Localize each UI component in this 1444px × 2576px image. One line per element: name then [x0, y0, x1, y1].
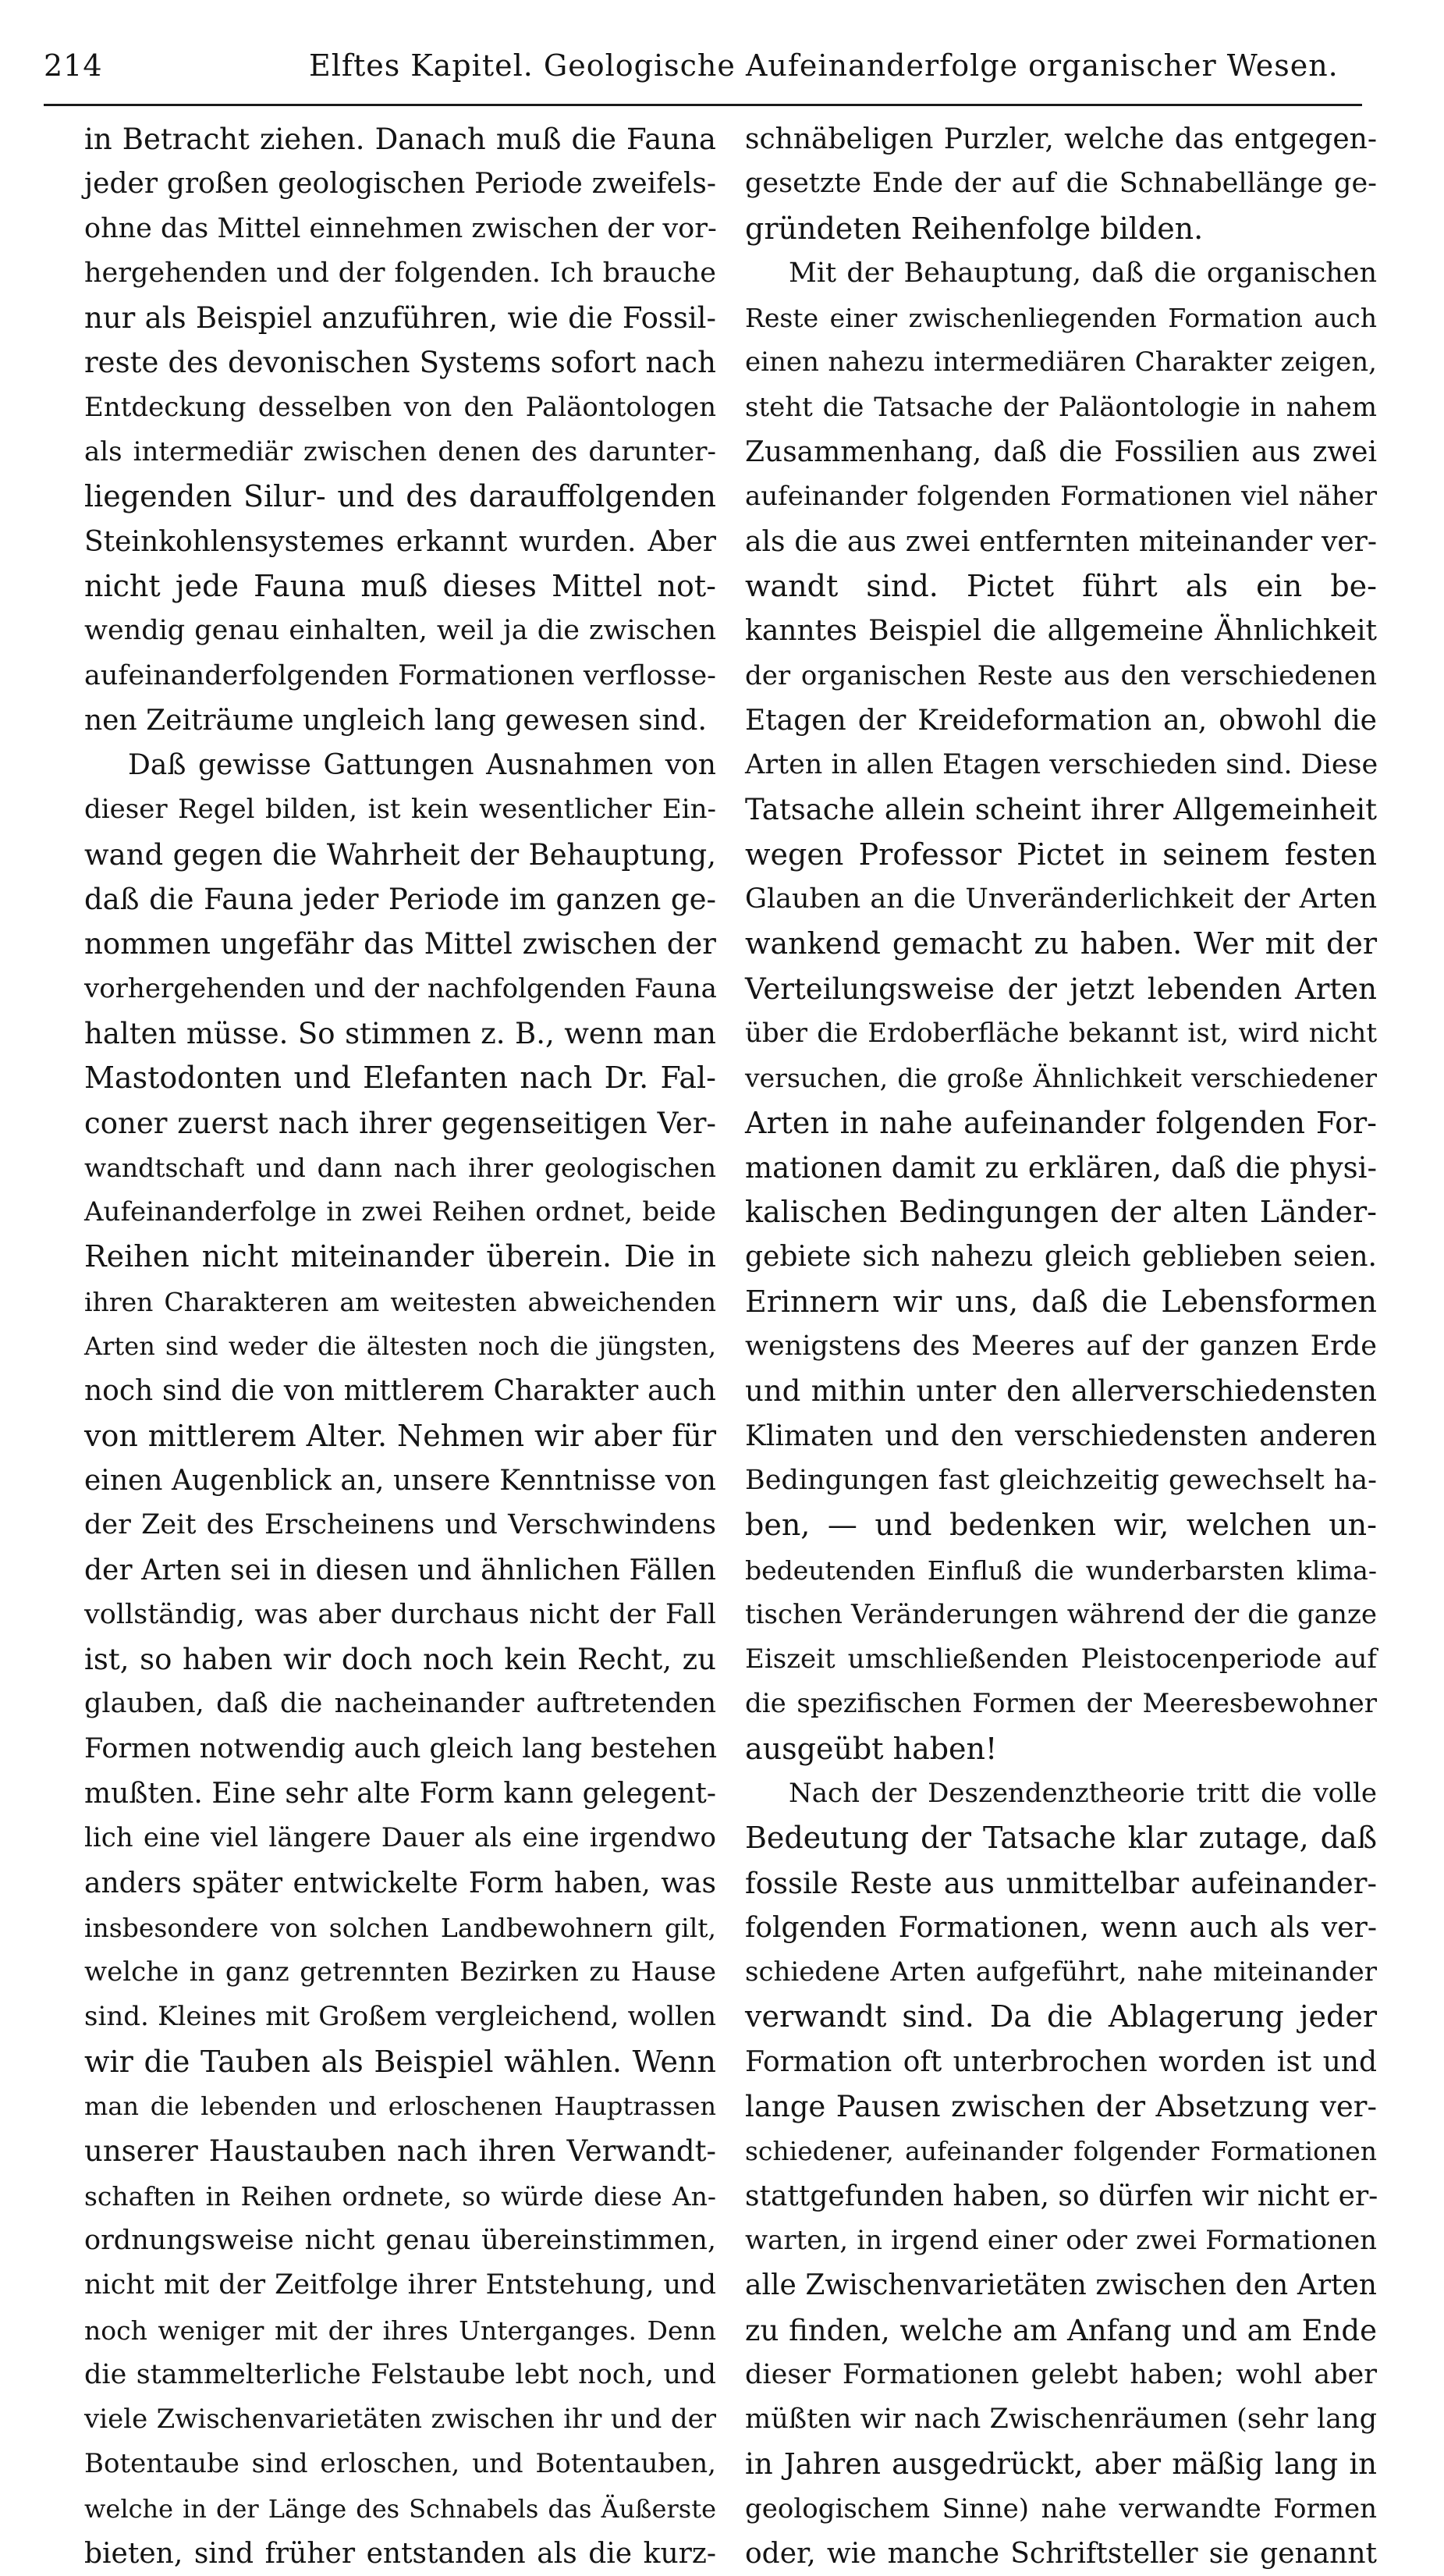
- text-line: nen Zeiträume ungleich lang gewesen sind.: [84, 704, 707, 737]
- text-line: insbesondere von solchen Landbewohnern gilt,: [84, 1912, 716, 1943]
- left-column: [84, 117, 716, 2576]
- text-line: und mithin unter den allerverschiedensten: [745, 1374, 1377, 1409]
- text-line: man die lebenden und erloschenen Hauptrassen: [84, 2091, 716, 2122]
- text-line: Botentaube sind erloschen, und Botentauben,: [84, 2448, 716, 2480]
- text-line: schiedene Arten aufgeführt, nahe miteinander: [745, 1956, 1377, 1988]
- text-line: glauben, daß die nacheinander auftretenden: [84, 1688, 716, 1720]
- text-line: steht die Tatsache der Paläontologie in nahem: [745, 391, 1377, 423]
- text-line: ausgeübt haben!: [745, 1731, 998, 1766]
- text-line: die spezifischen Formen der Meeresbewohner: [745, 1688, 1377, 1720]
- text-line: Formen notwendig auch gleich lang bestehen: [84, 1732, 717, 1764]
- text-line: Bedeutung der Tatsache klar zutage, daß: [745, 1821, 1377, 1856]
- text-line: wand gegen die Wahrheit der Behauptung,: [84, 837, 716, 872]
- text-line: Arten sind weder die ältesten noch die jüngsten,: [84, 1331, 716, 1362]
- text-line: Tatsache allein scheint ihrer Allgemeinheit: [745, 793, 1377, 827]
- text-line: aufeinander folgenden Formationen viel näher: [745, 481, 1377, 513]
- running-head: Elftes Kapitel. Geologische Aufeinanderfolge organischer Wesen.: [309, 48, 1339, 83]
- text-line: Aufeinanderfolge in zwei Reihen ordnet, beide: [84, 1196, 716, 1228]
- text-line: ist, so haben wir doch noch kein Recht, zu: [84, 1643, 716, 1677]
- text-line: Bedingungen fast gleichzeitig gewechselt ha-: [745, 1464, 1377, 1496]
- text-line: noch weniger mit der ihres Unterganges. Denn: [84, 2315, 716, 2346]
- text-line: halten müsse. So stimmen z. B., wenn man: [84, 1016, 716, 1050]
- text-line: noch sind die von mittlerem Charakter auch: [84, 1375, 716, 1408]
- text-line: als intermediär zwischen denen des darunter-: [84, 436, 716, 468]
- text-line: mußten. Eine sehr alte Form kann gelegent-: [84, 1777, 716, 1810]
- text-line: wankend gemacht zu haben. Wer mit der: [745, 926, 1377, 961]
- text-line: viele Zwischenvarietäten zwischen ihr und der: [84, 2404, 716, 2436]
- text-line: Reste einer zwischenliegenden Formation auch: [745, 303, 1377, 334]
- text-line: wir die Tauben als Beispiel wählen. Wenn: [84, 2044, 716, 2079]
- text-line: nicht jede Fauna muß dieses Mittel not-: [84, 568, 716, 603]
- text-line: mationen damit zu erklären, daß die physi-: [745, 1150, 1377, 1185]
- column-gutter: [727, 117, 728, 2169]
- text-line: von mittlerem Alter. Nehmen wir aber für: [84, 1418, 716, 1453]
- text-line: Eiszeit umschließenden Pleistocenperiode auf: [745, 1643, 1377, 1675]
- text-line: in Jahren ausgedrückt, aber mäßig lang in: [745, 2447, 1377, 2482]
- text-line: als die aus zwei entfernten miteinander ver-: [745, 525, 1377, 558]
- text-line: wendig genau einhalten, weil ja die zwischen: [84, 615, 716, 647]
- text-line: in Betracht ziehen. Danach muß die Fauna: [84, 123, 716, 156]
- text-line: wandt sind. Pictet führt als ein be-: [745, 568, 1377, 603]
- text-line: Glauben an die Unveränderlichkeit der Arten: [745, 883, 1377, 915]
- text-line: geologischem Sinne) nahe verwandte Formen: [745, 2493, 1377, 2524]
- header-rule: [44, 104, 1362, 106]
- text-line: lange Pausen zwischen der Absetzung ver-: [745, 2090, 1377, 2124]
- text-line: gründeten Reihenfolge bilden.: [745, 211, 1204, 246]
- text-line: dieser Formationen gelebt haben; wohl aber: [745, 2358, 1377, 2390]
- text-line: einen nahezu intermediären Charakter zeigen,: [745, 346, 1377, 378]
- page-number: 214: [44, 48, 103, 83]
- text-line: der organischen Reste aus den verschiedenen: [745, 659, 1377, 691]
- text-line: kanntes Beispiel die allgemeine Ähnlichkeit: [745, 615, 1377, 648]
- text-line: Zusammenhang, daß die Fossilien aus zwei: [745, 436, 1377, 469]
- text-line: Steinkohlensystemes erkannt wurden. Aber: [84, 525, 716, 558]
- text-line: Daß gewisse Gattungen Ausnahmen von: [128, 749, 716, 782]
- text-line: versuchen, die große Ähnlichkeit verschiedener: [745, 1063, 1377, 1094]
- text-line: über die Erdoberfläche bekannt ist, wird nicht: [745, 1017, 1377, 1049]
- text-line: liegenden Silur- und des darauffolgenden: [84, 479, 716, 514]
- text-line: ben, — und bedenken wir, welchen un-: [745, 1508, 1377, 1543]
- text-line: Etagen der Kreideformation an, obwohl die: [745, 704, 1377, 737]
- text-line: warten, in irgend einer oder zwei Formationen: [745, 2224, 1377, 2256]
- text-line: einen Augenblick an, unsere Kenntnisse von: [84, 1464, 716, 1497]
- text-line: Reihen nicht miteinander überein. Die in: [84, 1239, 716, 1274]
- text-line: bieten, sind früher entstanden als die kurz-: [84, 2538, 716, 2571]
- text-line: wenigstens des Meeres auf der ganzen Erde: [745, 1331, 1377, 1363]
- text-line: lich eine viel längere Dauer als eine irgendwo: [84, 1822, 716, 1854]
- text-line: welche in ganz getrennten Bezirken zu Hause: [84, 1956, 716, 1988]
- text-line: unserer Haustauben nach ihren Verwandt-: [84, 2134, 716, 2169]
- text-line: jeder großen geologischen Periode zweifels-: [84, 168, 716, 201]
- text-line: alle Zwischenvarietäten zwischen den Arten: [745, 2269, 1377, 2302]
- text-line: vollständig, was aber durchaus nicht der Fall: [84, 1598, 716, 1630]
- text-line: der Zeit des Erscheinens und Verschwindens: [84, 1509, 716, 1541]
- text-line: die stammelterliche Felstaube lebt noch, und: [84, 2358, 716, 2390]
- page-header: [44, 45, 1362, 100]
- text-line: oder, wie manche Schriftsteller sie genannt: [745, 2538, 1377, 2571]
- text-line: aufeinanderfolgenden Formationen verflosse-: [84, 659, 716, 691]
- text-line: wegen Professor Pictet in seinem festen: [745, 837, 1377, 872]
- text-line: Verteilungsweise der jetzt lebenden Arten: [745, 972, 1377, 1006]
- text-line: müßten wir nach Zwischenräumen (sehr lang: [745, 2404, 1377, 2436]
- text-line: welche in der Länge des Schnabels das Äußerste: [84, 2493, 716, 2524]
- text-line: Klimaten und den verschiedensten anderen: [745, 1419, 1377, 1452]
- text-line: anders später entwickelte Form haben, was: [84, 1867, 716, 1899]
- text-line: tischen Veränderungen während der die ganze: [745, 1598, 1377, 1630]
- text-line: verwandt sind. Da die Ablagerung jeder: [745, 1999, 1377, 2034]
- text-line: reste des devonischen Systems sofort nach: [84, 346, 716, 380]
- text-line: Arten in nahe aufeinander folgenden For-: [745, 1105, 1377, 1140]
- text-line: folgenden Formationen, wenn auch als ver-: [745, 1911, 1377, 1944]
- text-line: Mit der Behauptung, daß die organischen: [789, 257, 1377, 289]
- text-line: nommen ungefähr das Mittel zwischen der: [84, 927, 716, 961]
- text-line: Mastodonten und Elefanten nach Dr. Fal-: [84, 1061, 716, 1096]
- text-line: zu finden, welche am Anfang und am Ende: [745, 2313, 1377, 2347]
- text-line: nur als Beispiel anzuführen, wie die Fossil-: [84, 301, 716, 336]
- text-line: schnäbeligen Purzler, welche das entgegen-: [745, 123, 1377, 155]
- text-line: ihren Charakteren am weitesten abweichenden: [84, 1286, 716, 1317]
- text-line: stattgefunden haben, so dürfen wir nicht er-: [745, 2180, 1378, 2212]
- text-line: Nach der Deszendenztheorie tritt die volle: [789, 1777, 1377, 1809]
- text-line: vorhergehenden und der nachfolgenden Fauna: [84, 972, 717, 1004]
- text-line: wandtschaft und dann nach ihrer geologischen: [84, 1152, 716, 1183]
- text-line: gebiete sich nahezu gleich geblieben seien.: [745, 1241, 1377, 1274]
- text-line: ohne das Mittel einnehmen zwischen der vor-: [84, 212, 717, 244]
- text-line: coner zuerst nach ihrer gegenseitigen Ver-: [84, 1106, 716, 1140]
- text-line: sind. Kleines mit Großem vergleichend, wollen: [84, 2001, 716, 2033]
- text-line: der Arten sei in diesen und ähnlichen Fällen: [84, 1554, 716, 1586]
- text-line: Arten in allen Etagen verschieden sind. Diese: [745, 749, 1378, 781]
- text-line: ordnungsweise nicht genau übereinstimmen,: [84, 2224, 716, 2256]
- text-line: schaften in Reihen ordnete, so würde diese An-: [84, 2180, 716, 2212]
- text-line: Erinnern wir uns, daß die Lebensformen: [745, 1284, 1377, 1319]
- text-line: Entdeckung desselben von den Paläontologen: [84, 391, 716, 423]
- text-line: fossile Reste aus unmittelbar aufeinander-: [745, 1866, 1377, 1900]
- text-line: Formation oft unterbrochen worden ist und: [745, 2045, 1377, 2078]
- text-line: kalischen Bedingungen der alten Länder-: [745, 1195, 1377, 1230]
- text-line: hergehenden und der folgenden. Ich brauche: [84, 257, 716, 289]
- text-line: bedeutenden Einfluß die wunderbarsten klima-: [745, 1554, 1377, 1586]
- text-line: gesetzte Ende der auf die Schnabellänge ge-: [745, 168, 1377, 200]
- text-line: schiedener, aufeinander folgender Formationen: [745, 2136, 1377, 2167]
- text-line: daß die Fauna jeder Periode im ganzen ge-: [84, 883, 716, 917]
- text-line: nicht mit der Zeitfolge ihrer Entstehung, und: [84, 2269, 716, 2301]
- right-column: [745, 117, 1377, 2576]
- text-line: dieser Regel bilden, ist kein wesentlicher Ein-: [84, 794, 716, 826]
